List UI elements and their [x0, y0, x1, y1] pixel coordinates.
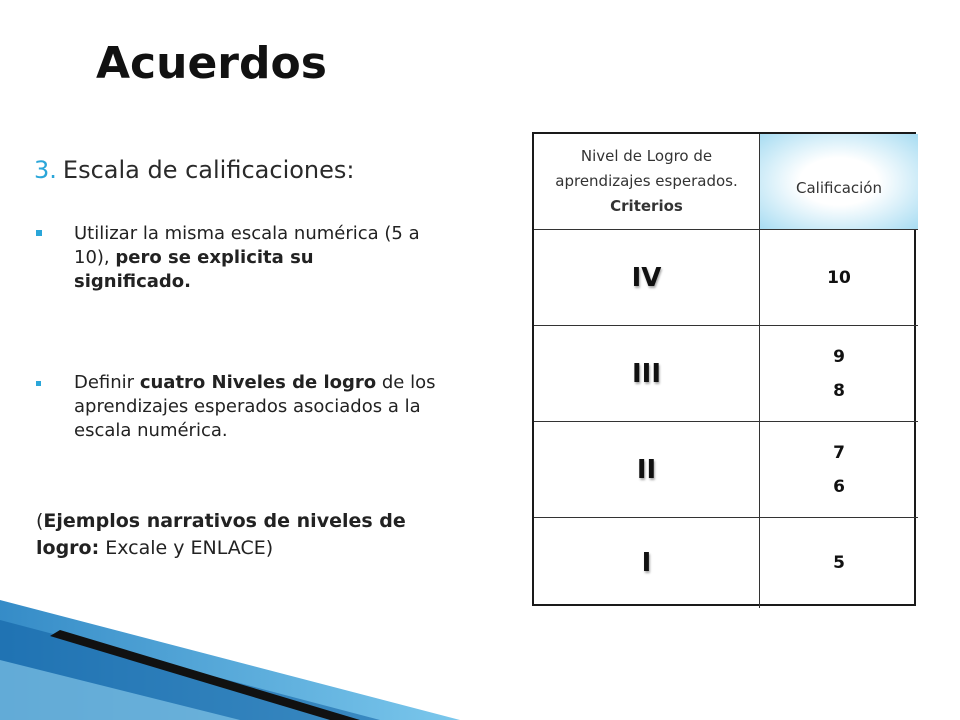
section-label: Escala de calificaciones: — [62, 156, 355, 184]
corner-swoosh-decoration — [0, 600, 460, 720]
section-number: 3. — [34, 156, 57, 184]
bullet-text: Definir cuatro Niveles de logro de los aprendizajes esperados asociados a la escala numérica. — [74, 372, 436, 441]
grading-table — [532, 132, 916, 606]
level-cell: II — [534, 422, 760, 518]
square-bullet-icon — [36, 230, 42, 236]
examples-note: (Ejemplos narrativos de niveles de logro: Excale y ENLACE) — [36, 510, 406, 559]
bullet-item — [36, 222, 436, 294]
slide-title: Acuerdos — [96, 38, 327, 89]
level-cell: III — [534, 326, 760, 422]
table-header-level: Nivel de Logro de aprendizajes esperados. Criterios — [534, 134, 760, 230]
square-bullet-icon — [36, 381, 41, 386]
grade-cell: 10 — [760, 230, 918, 326]
level-cell: IV — [534, 230, 760, 326]
bullet-text: Utilizar la misma escala numérica (5 a 10), pero se explicita su significado. — [74, 223, 420, 292]
level-cell: I — [534, 518, 760, 608]
grade-cell: 7 6 — [760, 422, 918, 518]
grade-cell: 9 8 — [760, 326, 918, 422]
bullet-item — [36, 371, 436, 443]
grade-cell: 5 — [833, 553, 845, 573]
table-header-grade: Calificación — [760, 134, 918, 230]
section-heading — [34, 156, 354, 184]
